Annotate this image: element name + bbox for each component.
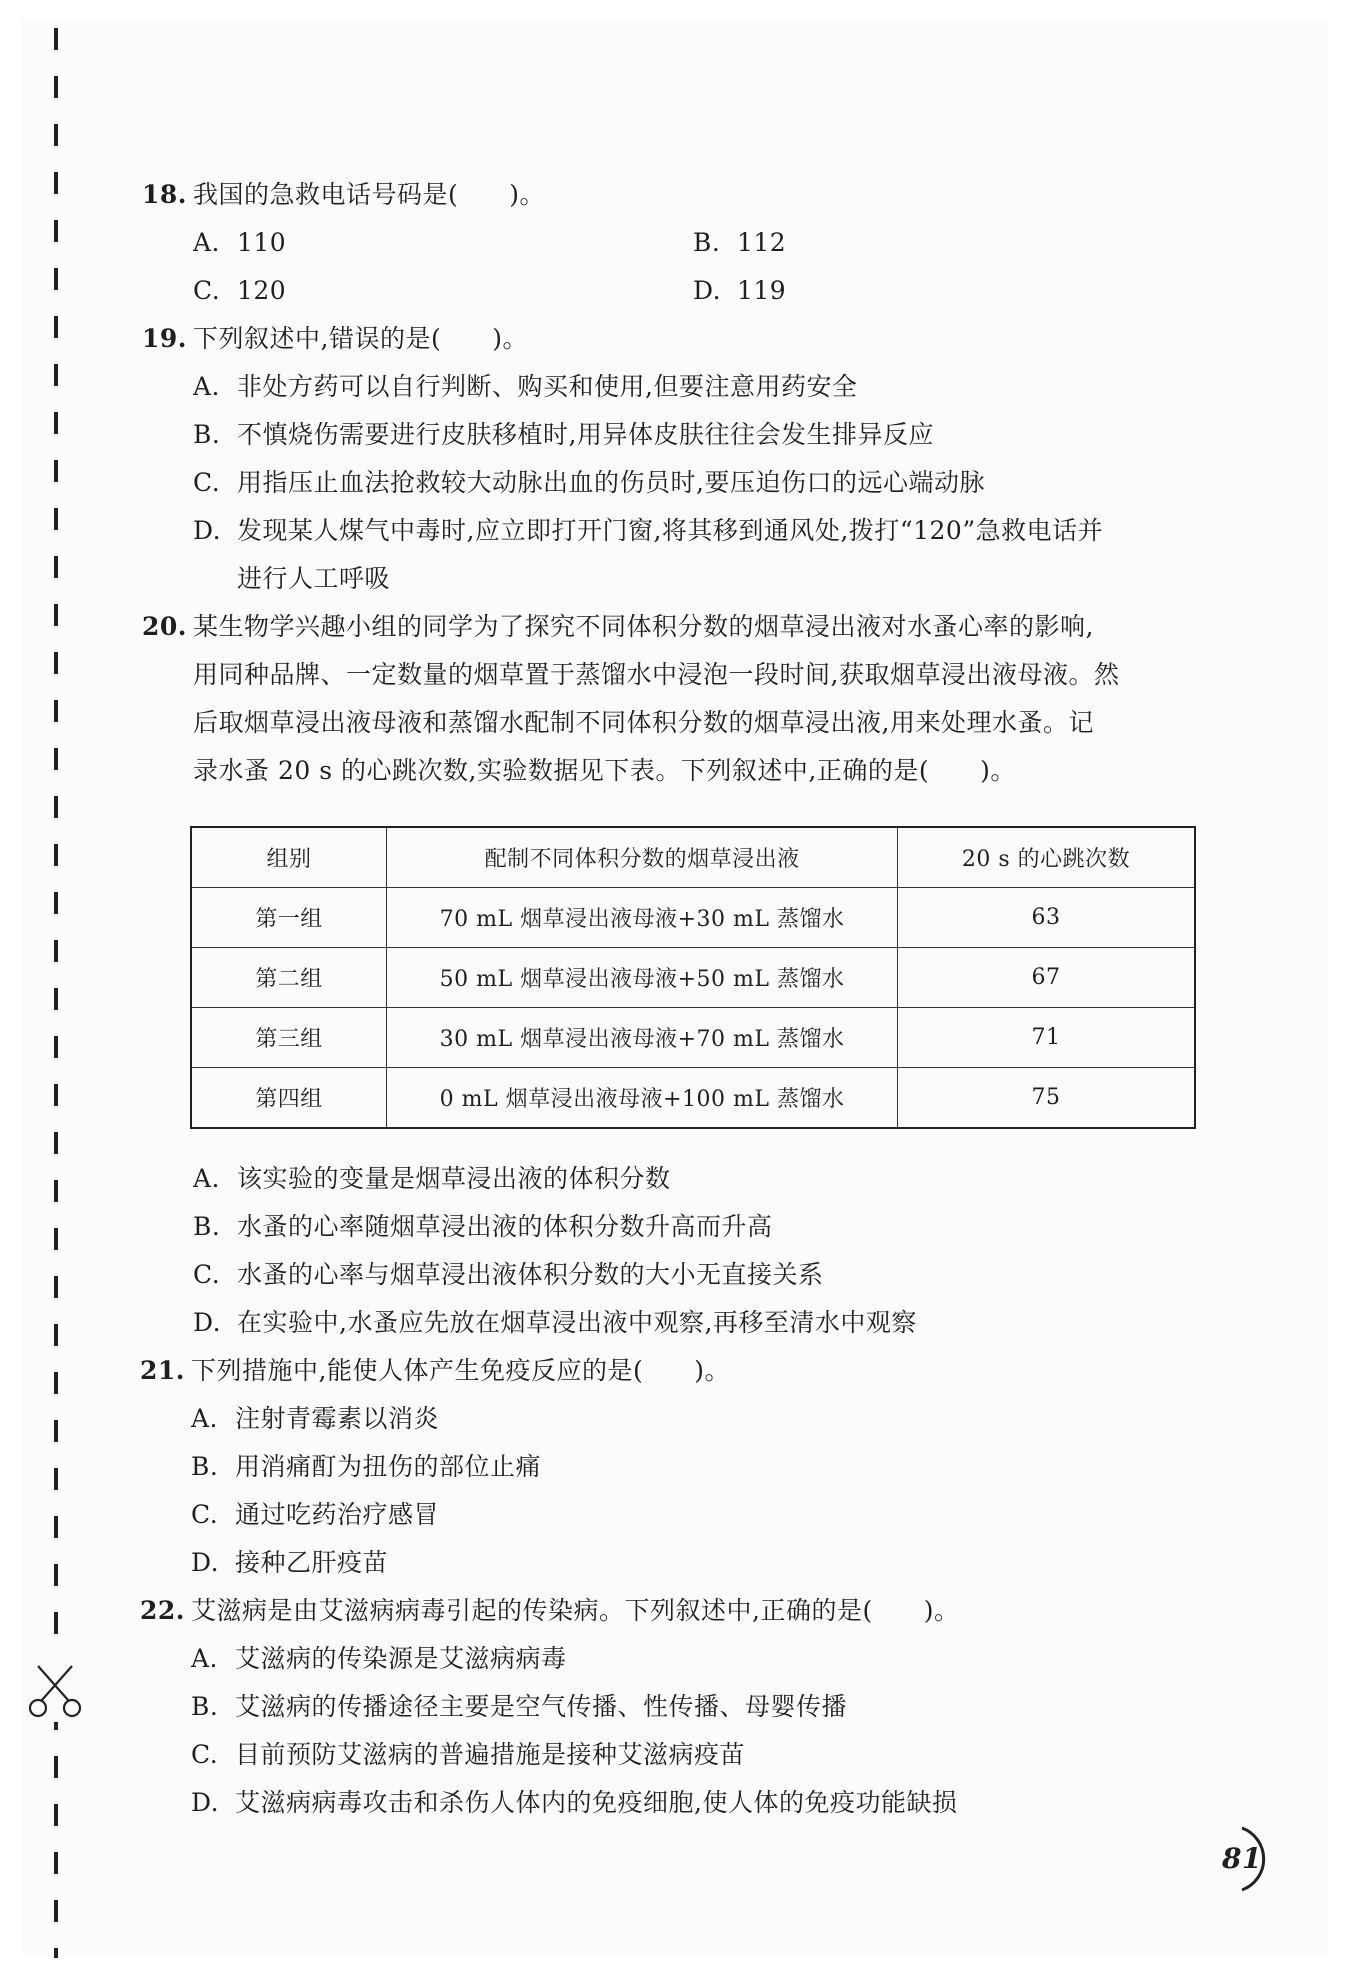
question-stem-line: 录水蚤 20 s 的心跳次数,实验数据见下表。下列叙述中,正确的是( )。 bbox=[193, 756, 1016, 785]
table-row bbox=[191, 888, 1195, 948]
option-d[interactable]: D. 发现某人煤气中毒时,应立即打开门窗,将其移到通风处,拨打“120”急救电话并 bbox=[193, 516, 1104, 545]
table-cell: 第四组 bbox=[191, 1068, 387, 1129]
question-number: 19. bbox=[142, 324, 187, 353]
option-b[interactable]: B. 112 bbox=[693, 228, 787, 257]
table-row bbox=[191, 1008, 1195, 1068]
table-header-row bbox=[191, 827, 1195, 888]
question-number: 22. bbox=[140, 1596, 185, 1625]
table-cell: 70 mL 烟草浸出液母液+30 mL 蒸馏水 bbox=[387, 888, 898, 948]
option-d[interactable]: D. 艾滋病病毒攻击和杀伤人体内的免疫细胞,使人体的免疫功能缺损 bbox=[191, 1788, 958, 1817]
option-b[interactable]: B. 艾滋病的传播途径主要是空气传播、性传播、母婴传播 bbox=[191, 1692, 848, 1721]
option-d[interactable]: D. 119 bbox=[693, 276, 787, 305]
table-cell: 第三组 bbox=[191, 1008, 387, 1068]
option-d[interactable]: D. 接种乙肝疫苗 bbox=[191, 1548, 389, 1577]
table-cell: 0 mL 烟草浸出液母液+100 mL 蒸馏水 bbox=[387, 1068, 898, 1129]
option-a[interactable]: A. 110 bbox=[193, 228, 287, 257]
question-stem: 艾滋病是由艾滋病病毒引起的传染病。下列叙述中,正确的是( )。 bbox=[191, 1596, 960, 1625]
question-number: 18. bbox=[142, 180, 187, 209]
table-cell: 50 mL 烟草浸出液母液+50 mL 蒸馏水 bbox=[387, 948, 898, 1008]
question-number: 21. bbox=[140, 1356, 185, 1385]
option-b[interactable]: B. 水蚤的心率随烟草浸出液的体积分数升高而升高 bbox=[193, 1212, 773, 1241]
option-c[interactable]: C. 用指压止血法抢救较大动脉出血的伤员时,要压迫伤口的远心端动脉 bbox=[193, 468, 985, 497]
table-header: 组别 bbox=[191, 827, 387, 888]
table-header: 20 s 的心跳次数 bbox=[898, 827, 1195, 888]
question-stem: 下列叙述中,错误的是( )。 bbox=[193, 324, 528, 353]
option-a[interactable]: A. 该实验的变量是烟草浸出液的体积分数 bbox=[193, 1164, 671, 1193]
option-b[interactable]: B. 用消痛酊为扭伤的部位止痛 bbox=[191, 1452, 542, 1481]
table-row bbox=[191, 1068, 1195, 1129]
option-c[interactable]: C. 120 bbox=[193, 276, 287, 305]
option-d[interactable]: D. 在实验中,水蚤应先放在烟草浸出液中观察,再移至清水中观察 bbox=[193, 1308, 917, 1337]
question-stem: 我国的急救电话号码是( )。 bbox=[193, 180, 546, 209]
table-cell: 30 mL 烟草浸出液母液+70 mL 蒸馏水 bbox=[387, 1008, 898, 1068]
question-stem-line: 用同种品牌、一定数量的烟草置于蒸馏水中浸泡一段时间,获取烟草浸出液母液。然 bbox=[193, 660, 1120, 689]
table-row bbox=[191, 948, 1195, 1008]
table-cell: 71 bbox=[898, 1008, 1195, 1068]
table-cell: 第二组 bbox=[191, 948, 387, 1008]
page-number: 81 bbox=[1222, 1842, 1262, 1875]
option-c[interactable]: C. 通过吃药治疗感冒 bbox=[191, 1500, 440, 1529]
table-cell: 63 bbox=[898, 888, 1195, 948]
question-stem-line: 某生物学兴趣小组的同学为了探究不同体积分数的烟草浸出液对水蚤心率的影响, bbox=[193, 612, 1094, 641]
question-stem-line: 后取烟草浸出液母液和蒸馏水配制不同体积分数的烟草浸出液,用来处理水蚤。记 bbox=[193, 708, 1094, 737]
experiment-table bbox=[190, 826, 1196, 1129]
option-b[interactable]: B. 不慎烧伤需要进行皮肤移植时,用异体皮肤往往会发生排异反应 bbox=[193, 420, 934, 449]
question-stem: 下列措施中,能使人体产生免疫反应的是( )。 bbox=[191, 1356, 730, 1385]
table-header: 配制不同体积分数的烟草浸出液 bbox=[387, 827, 898, 888]
option-d-continued: 进行人工呼吸 bbox=[237, 564, 391, 593]
option-c[interactable]: C. 目前预防艾滋病的普遍措施是接种艾滋病疫苗 bbox=[191, 1740, 746, 1769]
table-cell: 67 bbox=[898, 948, 1195, 1008]
table-cell: 75 bbox=[898, 1068, 1195, 1129]
option-c[interactable]: C. 水蚤的心率与烟草浸出液体积分数的大小无直接关系 bbox=[193, 1260, 824, 1289]
table-cell: 第一组 bbox=[191, 888, 387, 948]
option-a[interactable]: A. 非处方药可以自行判断、购买和使用,但要注意用药安全 bbox=[193, 372, 858, 401]
question-number: 20. bbox=[142, 612, 187, 641]
option-a[interactable]: A. 艾滋病的传染源是艾滋病病毒 bbox=[191, 1644, 567, 1673]
option-a[interactable]: A. 注射青霉素以消炎 bbox=[191, 1404, 440, 1433]
